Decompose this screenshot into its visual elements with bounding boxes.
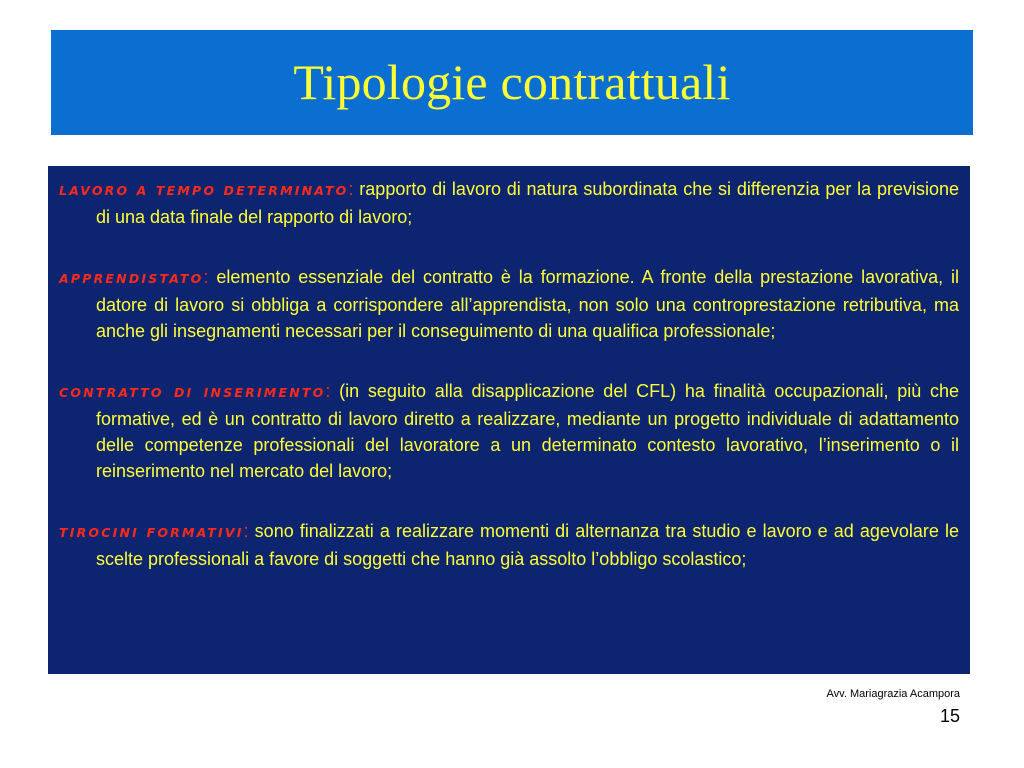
content-box (48, 166, 970, 674)
contract-term: APPRENDISTATO (59, 271, 204, 286)
contract-type-item (59, 518, 959, 572)
footer-author: Avv. Mariagrazia Acampora (826, 688, 960, 700)
term-separator: : (243, 521, 249, 541)
contract-term: TIROCINI FORMATIVI (59, 525, 244, 540)
term-separator: : (348, 179, 354, 199)
contract-description: (in seguito alla disapplicazione del CFL) ha finalità occupazionali, più che formative, ed è un contratto di lavoro diretto a realizzare, mediante un progetto individuale di adattamento delle competenze professionali del lavoratore a un determinato contesto lavorativo, l’inserimento o il reinserimento nel mercato del lavoro; (96, 381, 959, 481)
contract-type-item (59, 176, 959, 230)
title-bar (51, 30, 973, 135)
contract-type-item (59, 264, 959, 344)
page-number: 15 (939, 706, 960, 726)
contract-description: sono finalizzati a realizzare momenti di alternanza tra studio e lavoro e ad agevolare le scelte professionali a favore di soggetti che hanno già assolto l’obbligo scolastico; (96, 521, 959, 569)
contract-description: rapporto di lavoro di natura subordinata che si differenzia per la previsione di una data finale del rapporto di lavoro; (96, 179, 959, 227)
contract-term: CONTRATTO DI INSERIMENTO (59, 385, 326, 400)
contract-description: elemento essenziale del contratto è la formazione. A fronte della prestazione lavorativa, il datore di lavoro si obbliga a corrispondere all’apprendista, non solo una controprestazione retributiva, ma anche gli insegnamenti necessari per il conseguimento di una qualifica professionale; (96, 267, 959, 341)
contract-term: LAVORO A TEMPO DETERMINATO (59, 183, 349, 198)
term-separator: : (325, 381, 331, 401)
contract-type-item (59, 378, 959, 484)
term-separator: : (203, 267, 209, 287)
slide-title: Tipologie contrattuali (293, 53, 731, 110)
